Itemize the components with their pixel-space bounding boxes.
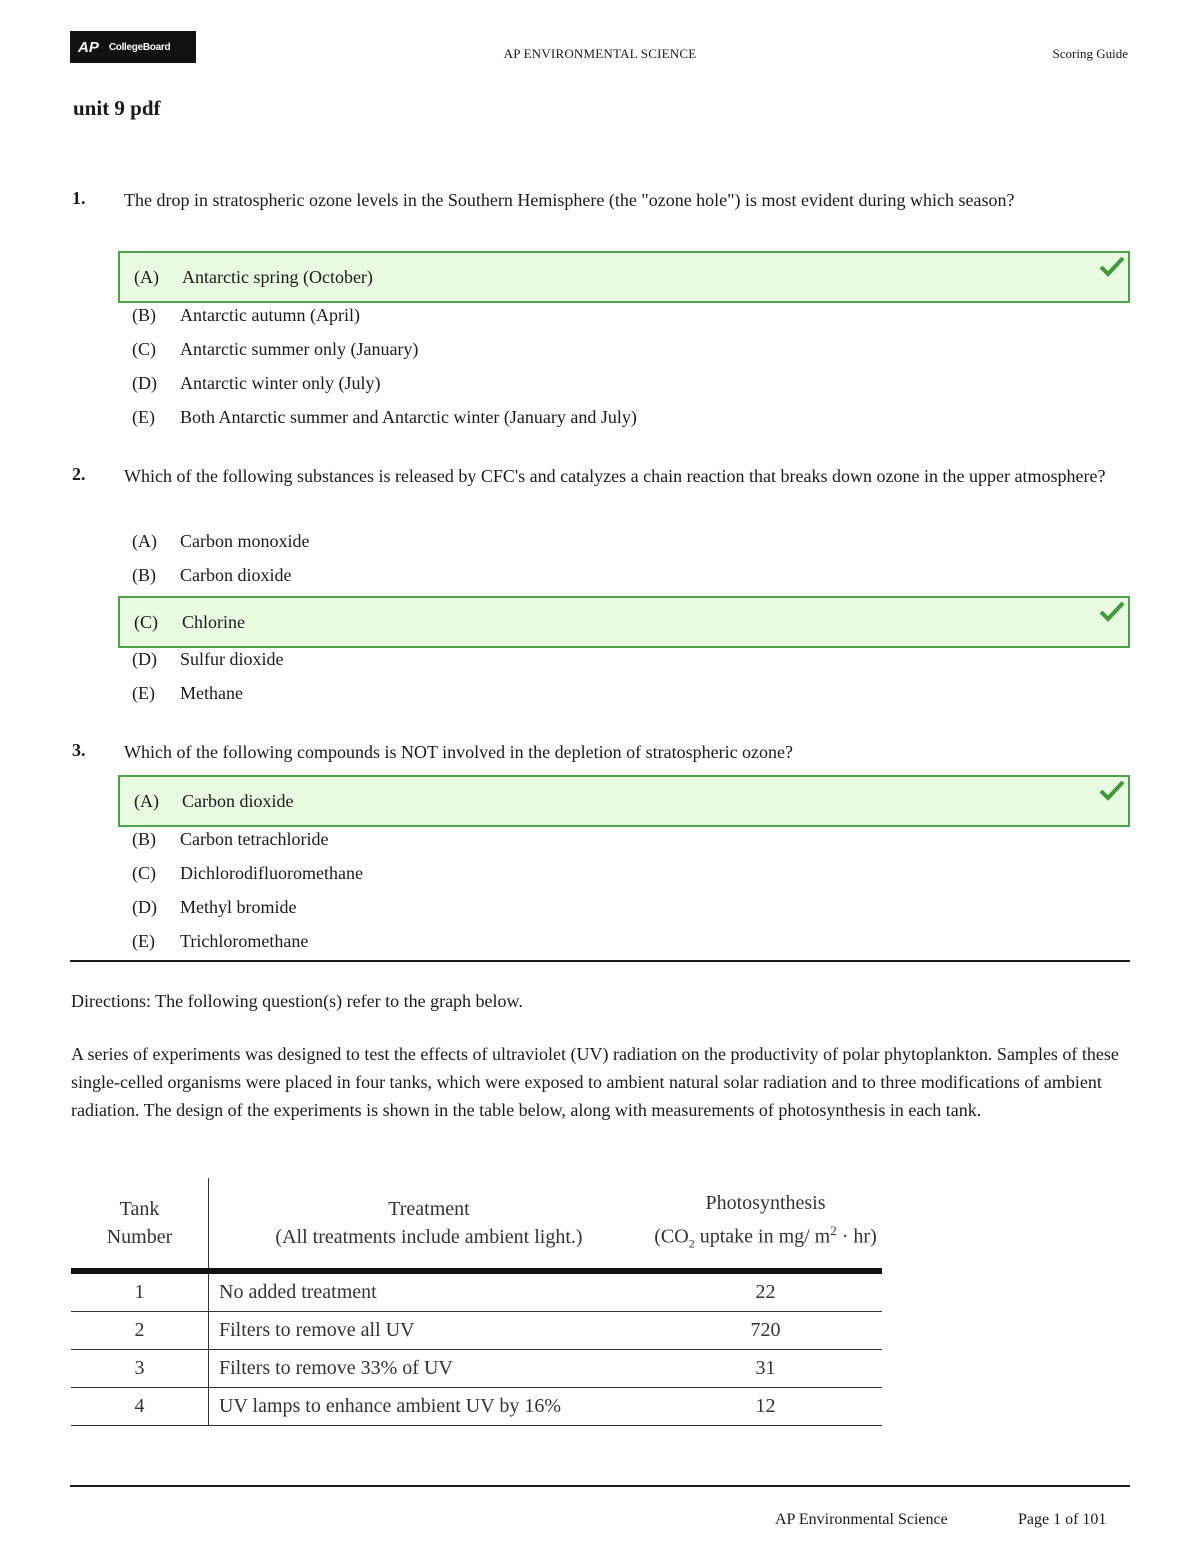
footer-divider xyxy=(70,1485,1130,1487)
units-superscript: 2 xyxy=(830,1222,837,1238)
question-number: 1. xyxy=(72,188,86,208)
option-letter: (D) xyxy=(132,372,157,393)
answer-option-correct[interactable] xyxy=(118,251,1130,303)
treatment-cell: No added treatment xyxy=(209,1274,650,1312)
answer-option[interactable] xyxy=(118,856,1130,890)
checkmark-icon xyxy=(1098,598,1126,626)
document-title: unit 9 pdf xyxy=(73,96,161,120)
directions-text: Directions: The following question(s) refer to the graph below. xyxy=(71,991,523,1011)
treatment-cell: Filters to remove all UV xyxy=(209,1312,650,1350)
option-letter: (E) xyxy=(132,682,155,703)
answer-option[interactable] xyxy=(118,366,1130,400)
option-letter: (D) xyxy=(132,896,157,917)
table-row xyxy=(71,1388,882,1426)
answer-option[interactable] xyxy=(118,822,1130,856)
header-title: AP ENVIRONMENTAL SCIENCE xyxy=(503,46,697,61)
tank-number-cell: 1 xyxy=(71,1274,209,1312)
option-letter: (A) xyxy=(134,790,159,811)
option-text: Carbon dioxide xyxy=(182,790,294,811)
header-photo-line1: Photosynthesis xyxy=(705,1191,826,1214)
question-number: 2. xyxy=(72,464,86,484)
header-photo-units xyxy=(649,1217,882,1258)
option-text: Antarctic summer only (January) xyxy=(180,338,419,359)
question-text: The drop in stratospheric ozone levels in the Southern Hemisphere (the "ozone hole") is most evident during which season? xyxy=(124,190,1015,210)
option-text: Carbon monoxide xyxy=(180,530,310,551)
photosynthesis-cell: 22 xyxy=(649,1274,882,1312)
question-text: Which of the following compounds is NOT involved in the depletion of stratospheric ozone? xyxy=(124,742,794,762)
question-text: Which of the following substances is released by CFC's and catalyzes a chain reaction that breaks down ozone in the upper atmosphere? xyxy=(124,466,1106,486)
header-treatment-line2: (All treatments include ambient light.) xyxy=(275,1226,583,1248)
answer-option[interactable] xyxy=(118,524,1130,558)
logo-ap-text: AP xyxy=(78,38,99,56)
passage-text: A series of experiments was designed to test the effects of ultraviolet (UV) radiation on the productivity of polar phytoplankton. Samples of these single-celled organisms were placed in four tanks, which were exposed to ambient natural solar radiation and to three modifications of ambient radiation. The design of the experiments is shown in the table below, along with measurements of photosynthesis in each tank. xyxy=(71,1044,1119,1120)
units-post: · hr) xyxy=(836,1225,877,1248)
answer-option[interactable] xyxy=(118,400,1130,434)
question-number: 3. xyxy=(72,740,86,760)
header-treatment xyxy=(209,1178,650,1268)
table-row xyxy=(71,1350,882,1388)
logo-brand-text: CollegeBoard xyxy=(108,41,171,53)
option-text: Trichloromethane xyxy=(180,930,309,951)
header-photosynthesis xyxy=(649,1178,882,1268)
option-letter: (A) xyxy=(134,266,159,287)
photosynthesis-cell: 31 xyxy=(649,1350,882,1388)
option-letter: (E) xyxy=(132,930,155,951)
option-letter: (B) xyxy=(132,564,156,585)
experiment-table xyxy=(71,1178,882,1426)
header-tank-line1: Tank xyxy=(119,1198,160,1220)
option-letter: (C) xyxy=(134,611,158,632)
option-text: Carbon tetrachloride xyxy=(180,828,329,849)
option-text: Antarctic winter only (July) xyxy=(180,372,381,393)
photosynthesis-cell: 12 xyxy=(649,1388,882,1426)
photosynthesis-cell: 720 xyxy=(649,1312,882,1350)
option-text: Methane xyxy=(180,682,243,703)
header-scoring-guide: Scoring Guide xyxy=(1052,46,1128,61)
section-divider xyxy=(70,960,1130,962)
footer-page-number: Page 1 of 101 xyxy=(1018,1511,1107,1528)
option-text: Methyl bromide xyxy=(180,896,297,917)
answer-option-correct[interactable] xyxy=(118,775,1130,827)
answer-option[interactable] xyxy=(118,298,1130,332)
option-text: Both Antarctic summer and Antarctic winter (January and July) xyxy=(180,406,637,427)
table-row xyxy=(71,1274,882,1312)
checkmark-icon xyxy=(1098,253,1126,281)
header-tank-number xyxy=(71,1178,209,1268)
option-text: Dichlorodifluoromethane xyxy=(180,862,363,883)
option-text: Antarctic spring (October) xyxy=(182,266,373,287)
option-text: Sulfur dioxide xyxy=(180,648,284,669)
tank-number-cell: 2 xyxy=(71,1312,209,1350)
answer-option[interactable] xyxy=(118,676,1130,710)
option-text: Carbon dioxide xyxy=(180,564,292,585)
units-mid: uptake in mg/ m xyxy=(694,1225,831,1248)
units-pre: (CO xyxy=(654,1225,689,1248)
tank-number-cell: 3 xyxy=(71,1350,209,1388)
option-letter: (C) xyxy=(132,862,156,883)
checkmark-icon xyxy=(1098,777,1126,805)
treatment-cell: UV lamps to enhance ambient UV by 16% xyxy=(209,1388,650,1426)
option-letter: (D) xyxy=(132,648,157,669)
option-letter: (B) xyxy=(132,304,156,325)
tank-number-cell: 4 xyxy=(71,1388,209,1426)
header-tank-line2: Number xyxy=(106,1226,173,1248)
option-letter: (B) xyxy=(132,828,156,849)
option-letter: (C) xyxy=(132,338,156,359)
answer-option[interactable] xyxy=(118,558,1130,592)
answer-option[interactable] xyxy=(118,890,1130,924)
answer-option[interactable] xyxy=(118,924,1130,958)
answer-option[interactable] xyxy=(118,642,1130,676)
option-text: Chlorine xyxy=(182,611,245,632)
header-treatment-line1: Treatment xyxy=(388,1198,470,1220)
table-row xyxy=(71,1312,882,1350)
footer-subject: AP Environmental Science xyxy=(775,1511,948,1528)
option-text: Antarctic autumn (April) xyxy=(180,304,360,325)
answer-option-correct[interactable] xyxy=(118,596,1130,648)
units-subscript: 2 xyxy=(688,1236,695,1251)
answer-option[interactable] xyxy=(118,332,1130,366)
treatment-cell: Filters to remove 33% of UV xyxy=(209,1350,650,1388)
option-letter: (E) xyxy=(132,406,155,427)
option-letter: (A) xyxy=(132,530,157,551)
